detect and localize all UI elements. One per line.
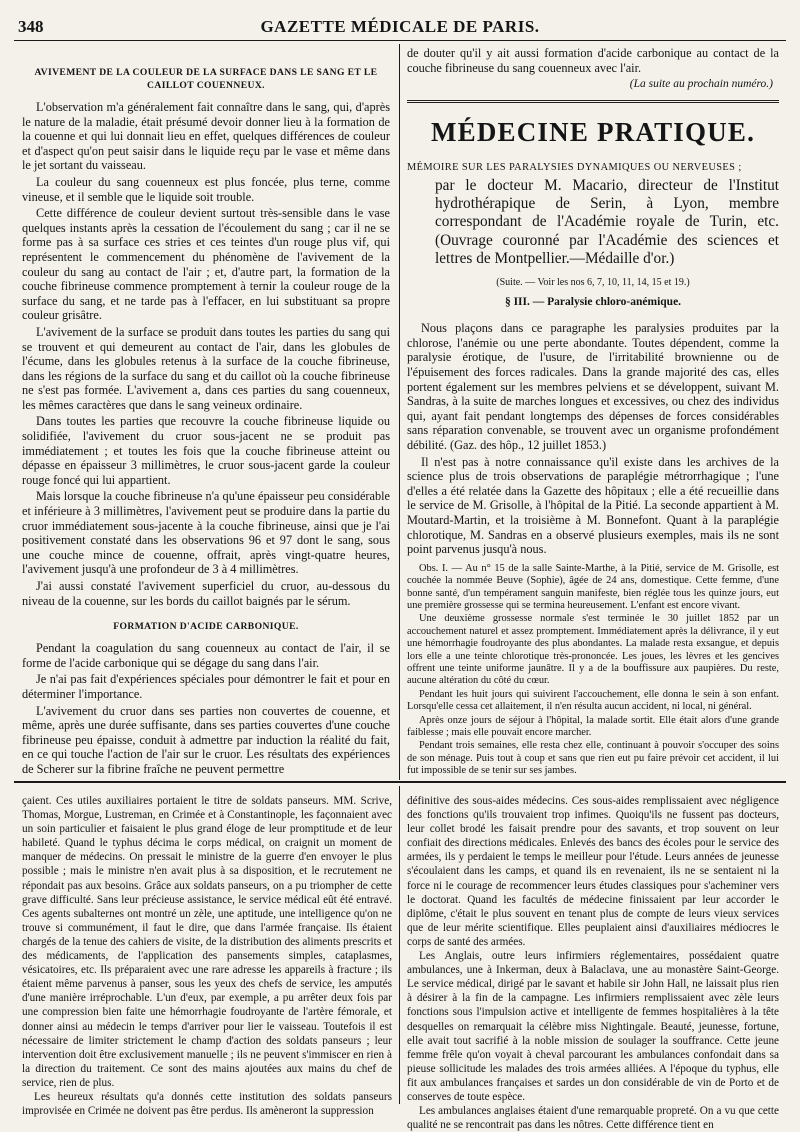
journal-title: GAZETTE MÉDICALE DE PARIS. (260, 17, 540, 36)
memoir-author: par le docteur M. Macario, directeur de l'Institut hydrothérapique de Serin, à Lyon, membre correspondant de l'Académie royale de Turin, etc. (Ouvrage couronné par l'Académie des sciences et lettres de Montpellier.—Médaille d'or.) (435, 176, 779, 267)
subsection-heading: § III. — Paralysie chloro-anémique. (504, 295, 682, 308)
paragraph: Pendant la coagulation du sang couenneux au contact de l'air, il se forme de l'acide carbonique qui se dégage du sang dans l'air. (22, 641, 390, 670)
paragraph: Je n'ai pas fait d'expériences spéciales pour démontrer le fait et pour en déterminer l'importance. (22, 672, 390, 701)
paragraph: Dans toutes les parties que recouvre la couche fibrineuse liquide ou solidifiée, l'avivement du cruor sous-jacent ne se produit pas immédiatement ; et toutes les fois que la couche fibrineuse atteint ou dépasse en épaisseur 3 millimètres, le cruor sous-jacent garde la couleur rouge foncé qui lui appartient. (22, 414, 390, 487)
section-heading-acide: FORMATION D'ACIDE CARBONIQUE. (113, 621, 299, 633)
continuation-text: de douter qu'il y ait aussi formation d'acide carbonique au contact de la couche fibrineuse du sang couenneux avec l'air. (407, 46, 779, 75)
memoir-caps: MÉMOIRE SUR LES PARALYSIES DYNAMIQUES OU NERVEUSES ; (407, 161, 742, 173)
page-number: 348 (18, 17, 44, 36)
right-column (407, 46, 779, 779)
feuilleton-rule (14, 781, 786, 783)
page-header (10, 14, 790, 38)
paragraph: définitive des sous-aides médecins. Ces sous-aides remplissaient avec négligence des fonctions qu'ils trouvaient trop infimes. Quoiqu'ils ne fussent pas docteurs, leur collet brodé les faisait prendre pour des savants, et trop souvent on leur confiait des directions médicales. Enlevés des bancs des écoles pour le service des armées, ils y perdaient le temps le meilleur pour l'étude. Leurs années de jeunesse s'écoulaient dans les camps, et quand ils en revenaient, ils ne se sentaient ni la force ni le courage de recommencer leurs études classiques pour s'acheminer vers le doctorat. Quand les facultés de médecine finissaient par leur accorder le diplôme, c'était le plus souvent en tenant plus de compte de leurs vieux services que de leur mérite scientifique. Elles peuplaient ainsi d'auxiliaires médiocres le corps de santé des armées. (407, 795, 779, 948)
header-rule (14, 40, 786, 41)
observation-paragraph: Pendant les huit jours qui suivirent l'accouchement, elle donna le sein à son enfant. Lorsqu'elle cessa cet allaitement, il n'en résulta aucun accident, ni local, ni général. (407, 688, 779, 713)
memoir-title (407, 157, 779, 268)
suite-note: (Suite. — Voir les nos 6, 7, 10, 11, 14, 15 et 19.) (496, 277, 690, 288)
feuilleton-left-column (22, 794, 392, 1118)
paragraph: L'observation m'a généralement fait connaître dans le sang, qui, d'après le nature de la maladie, était présumé devoir donner lieu à la formation de la couenne et qui lui donnait lieu en effet, quelques différences de couleur et d'aspect qu'on peut saisir dans le liquide reçu par le vase et même dans le jet sortant du vaisseau. (22, 100, 390, 173)
feuilleton-right-column (407, 794, 779, 1132)
left-column (22, 62, 390, 779)
paragraph: Les ambulances anglaises étaient d'une remarquable propreté. On a vu que cette qualité ne se rencontrait pas dans les nôtres. Cette différence tient en (407, 1105, 779, 1132)
paragraph: J'ai aussi constaté l'avivement superficiel du cruor, au-dessous du niveau de la couenne, sur les bords du caillot baignés par le sérum. (22, 579, 390, 608)
observation-paragraph: Pendant trois semaines, elle resta chez elle, continuant à pouvoir s'occuper des soins de son ménage. Puis tout à coup et sans que rien eut pu faire prévoir cet accident, il lui fut impossible de se tenir sur ses jambes. (407, 740, 779, 777)
paragraph: Les heureux résultats qu'a donnés cette institution des soldats panseurs improvisée en Crimée ne doivent pas être perdus. Ils amèneront la suppression (22, 1090, 392, 1118)
section-title: MÉDECINE PRATIQUE. (430, 116, 756, 147)
paragraph: L'avivement de la surface se produit dans toutes les parties du sang qui se trouvent et qui demeurent au contact de l'air, dans les globules de l'écume, dans les globules retenus à la surface de la couche fibrineuse, dans les régions de la surface du sang et du caillot où la couche fibrineuse ne s'est pas formée. L'avivement a, dans ces parties du sang couenneux, les mêmes caractères que dans le sang veineux ordinaire. (22, 324, 390, 412)
paragraph: Mais lorsque la couche fibrineuse n'a qu'une épaisseur peu considérable et inférieure à 3 millimètres, l'avivement peut se produire dans la partie du cruor immédiatement sous-jacente à la couche fibrineuse, ainsi que je l'ai positivement constaté dans les observations 96 et 97 dont le sang, sous une couche mince de couenne, offrait, après vingt-quatre heures, l'avivement jusqu'à une profondeur de 3 à 4 millimètres. (22, 489, 390, 577)
observation-paragraph: Une deuxième grossesse normale s'est terminée le 30 juillet 1852 par un accouchement naturel et assez promptement. Immédiatement après la délivrance, il y eut une hémorrhagie foudroyante des plus abondantes. La malade resta exsangue, et depuis lors elle a une teinte chlorotique très-prononcée. Les joues, les lèvres et les gencives offrent une teinte uniforme jaunâtre. Il y a de la bouffissure aux paupières. Du reste, aucune altération du côté du cœur. (407, 613, 779, 687)
paragraph: Nous plaçons dans ce paragraphe les paralysies produites par la chlorose, l'anémie ou une perte abondante. Toutes dépendent, comme la paralysie érotique, de l'usure, de l'irritabilité brownienne ou de l'épuisement des forces radicales. Dans la grande majorité des cas, elles portent également sur les membres pelviens et se développent, suivant M. Sandras, à la suite de marches longues et excessives, ou chez des individus qui, ayant fait pendant longtemps des dépenses de forces considérables sans réparation convenable, se trouvent avec un organisme profondément débilité. (Gaz. des hôp., 12 juillet 1853.) (407, 321, 779, 452)
to-be-continued: (La suite au prochain numéro.) (629, 78, 773, 91)
paragraph: La couleur du sang couenneux est plus foncée, plus terne, comme vineuse, et il semble que le liquide soit trouble. (22, 174, 390, 204)
observation-paragraph: Après onze jours de séjour à l'hôpital, la malade sortit. Elle était alors d'une grande faiblesse ; mais elle pouvait encore marcher. (407, 714, 779, 738)
paragraph: Les Anglais, outre leurs infirmiers réglementaires, possédaient quatre ambulances, une à Inkerman, deux à Balaclava, une au monastère Saint-George. Le service médical, dirigé par le savant et habile sir John Hall, ne laissait plus rien à désirer à la fin de la campagne. Les infirmiers remplissaient avec zèle leurs fonctions sous l'impulsion active et intelligente de femmes hospitalières à la tête desquelles on remarquait la célèbre miss Nightingale. Beauté, jeunesse, fortune, elle avait tout sacrifié à la noble mission de soulager la souffrance. Cette jeune femme frêle qu'on voyait à cheval parcourant les ambulances confondait dans sa pieuse sollicitude les malades des trois armées alliées. A l'époque du typhus, elle fit aux ambulances françaises et sardes un don considérable de vin de Porto et de conserves de toute espèce. (407, 950, 779, 1103)
paragraph: Cette différence de couleur devient surtout très-sensible dans le vase quelques instants après la cessation de l'écoulement du sang ; car il ne se forme pas à sa surface ces stries et ces teintes d'un rouge plus vif, qui représentent le commencement du phénomène de l'avivement de la couleur du sang au contact de l'air ; et, d'autre part, la formation de la couche fibrineuse commence promptement à ternir la couleur rouge de la surface du sang, et ne tarde pas à l'effacer, en lui substituant sa propre couleur grisâtre. (22, 206, 390, 323)
section-rule (407, 100, 779, 103)
paragraph: L'avivement du cruor dans ses parties non couvertes de couenne, et même, après une durée suffisante, dans ses parties couvertes d'une couche fibrineuse peu épaisse, conduit à admettre par induction la réalité du fait, en ce qui touche l'action de l'air sur le cruor. Les résultats des expériences de Scherer sur la fibrine fraîche ne peuvent permettre (22, 703, 390, 776)
column-divider (399, 44, 400, 780)
section-heading-avivement: AVIVEMENT DE LA COULEUR DE LA SURFACE DANS LE SANG ET LE CAILLOT COUENNEUX. (34, 67, 378, 91)
paragraph: Il n'est pas à notre connaissance qu'il existe dans les archives de la science plus de trois observations de paraplégie métrorrhagique ; l'une d'elles a été relatée dans la Gazette des hôpitaux ; elle a été recueillie dans le service de M. Grisolle, à l'hôpital de la Pitié. La seconde appartient à M. Moutard-Martin, et la troisième à M. Bonnefont. Quant à la paraplégie chlorotique, M. Sandras en a observé plusieurs exemples, mais ils ne sont point parvenus jusqu'à nous. (407, 454, 779, 557)
bottom-column-divider (399, 786, 400, 1104)
paragraph: çaient. Ces utiles auxiliaires portaient le titre de soldats panseurs. MM. Scrive, Thomas, Morgue, Lustreman, en Crimée et à Constantinople, les façonnaient avec un soin particulier et faisaient le plus grand éloge de leur promptitude et de leur habileté. Quand le typhus décima le corps médical, on craignit un moment de manquer de médecins. On pressait le ministre de la guerre d'en envoyer le plus possible ; mais le ministre n'en avait plus à sa disposition, et le recrutement ne répondait pas aux besoins. Grâce aux soldats panseurs, on a pu triompher de cette grave difficulté. Sans leur précieuse assistance, le service médical eût été entravé. Ces agents subalternes ont montré un zèle, une aptitude, une intelligence qu'on ne trouve si communément, il faut le dire, que dans l'armée française. Ils étaient chargés de la tenue des cahiers de visite, de la distribution des aliments prescrits et des médicaments, de l'application des pansements simples, cataplasmes, vésicatoires, etc. Ils préparaient avec une rare adresse les appareils à fracture ; ils étaient même parvenus à panser, sous les yeux des chefs de service, les amputés d'une manière irréprochable. L'un d'eux, par exemple, a pu arrêter deux fois par une compression bien faite une hémorrhagie foudroyante de l'artère fémorale, et donner ainsi au médecin le temps d'arriver pour lier le vaisseau. Toutefois il est nécessaire de limiter strictement le champ d'action des soldats panseurs ; leur intervention doit être exclusivement manuelle ; ils ne peuvent s'immiscer en rien à la direction du traitement. Ce sont des mains ajoutées aux mains du chef de service, rien de plus. (22, 795, 392, 1089)
observation-paragraph: Obs. I. — Au n° 15 de la salle Sainte-Marthe, à la Pitié, service de M. Grisolle, est couchée la nommée Beuve (Sophie), âgée de 24 ans, domestique. Cette femme, d'une bonne santé, d'un tempérament sanguin manifeste, bien réglée tous les quinze jours, eut une première grossesse qui se termina heureusement. L'enfant est encore vivant. (407, 562, 779, 611)
